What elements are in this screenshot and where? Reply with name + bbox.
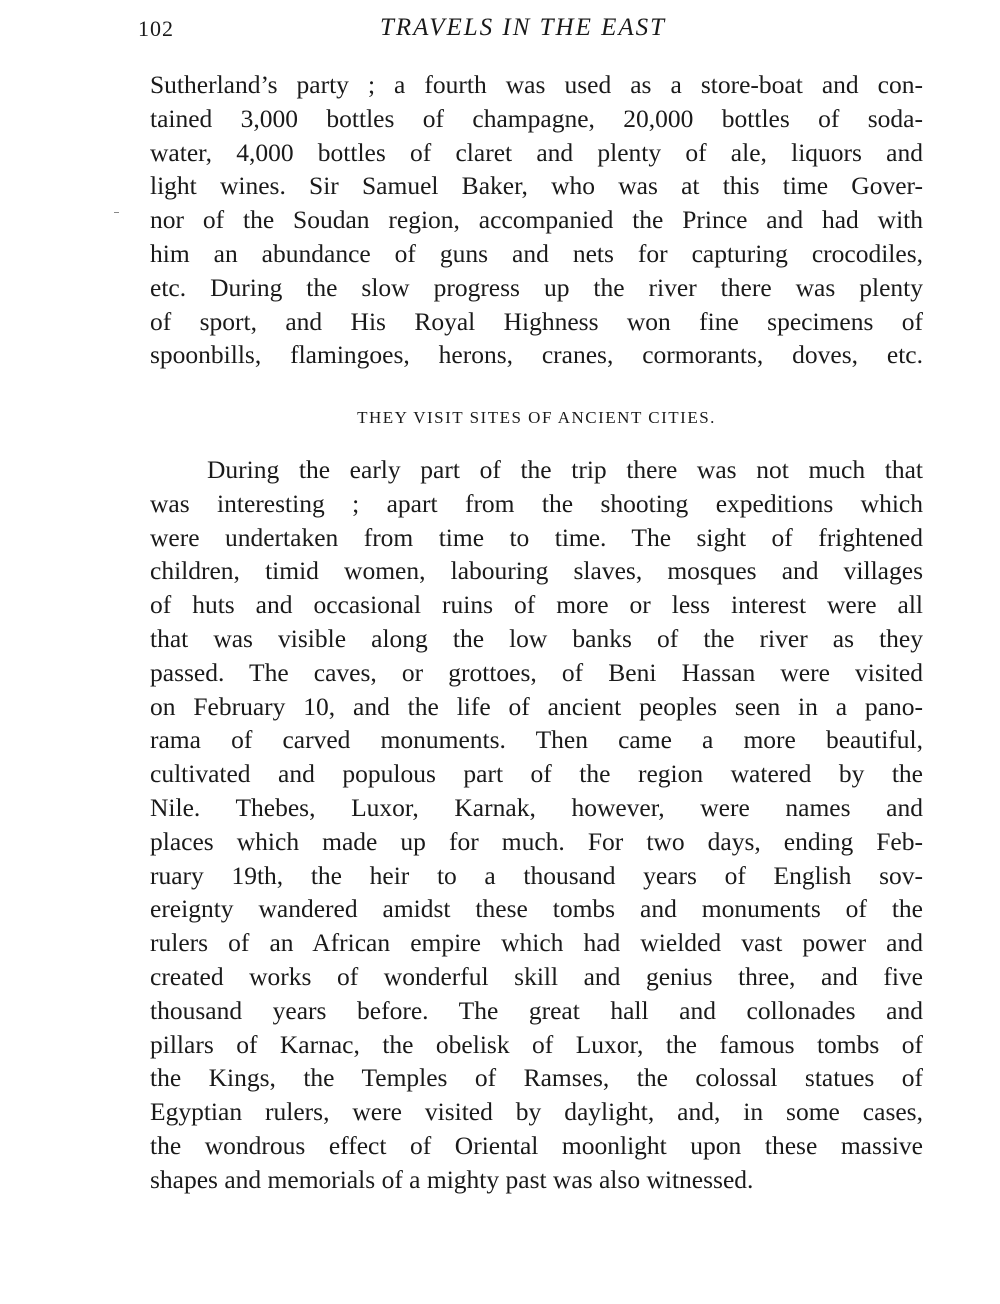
text-line: on February 10, and the life of ancient peoples seen in a pano- (150, 691, 923, 721)
text-line: passed. The caves, or grottoes, of Beni Hassan were visited (150, 657, 923, 687)
text-line: the wondrous effect of Oriental moonlight upon these massive (150, 1130, 923, 1160)
text-line: water, 4,000 bottles of claret and plenty of ale, liquors and (150, 137, 923, 167)
text-line: Nile. Thebes, Luxor, Karnak, however, were names and (150, 792, 923, 822)
text-line: the Kings, the Temples of Ramses, the colossal statues of (150, 1063, 923, 1093)
text-line: shapes and memorials of a mighty past was also witnessed. (150, 1164, 754, 1194)
text-line: was interesting ; apart from the shooting expeditions which (150, 488, 923, 518)
text-line: etc. During the slow progress up the river there was plenty (150, 272, 923, 302)
text-line: Sutherland’s party ; a fourth was used as a store-boat and con- (150, 70, 923, 99)
margin-mark (114, 212, 119, 213)
text-line: him an abundance of guns and nets for capturing crocodiles, (150, 238, 923, 268)
page-number: 102 (138, 16, 174, 41)
text-line: light wines. Sir Samuel Baker, who was at this time Gover- (150, 171, 923, 201)
section-heading: THEY VISIT SITES OF ANCIENT CITIES. (357, 408, 716, 427)
text-line: tained 3,000 bottles of champagne, 20,000 bottles of soda- (150, 103, 923, 133)
paragraph-1 (150, 68, 923, 372)
text-line: pillars of Karnac, the obelisk of Luxor, the famous tombs of (150, 1029, 923, 1059)
text-line: Egyptian rulers, were visited by daylight, and, in some cases, (150, 1097, 923, 1127)
text-line: rama of carved monuments. Then came a more beautiful, (150, 725, 923, 755)
text-line: ruary 19th, the heir to a thousand years of English sov- (150, 860, 923, 890)
text-line: thousand years before. The great hall and collonades and (150, 995, 923, 1025)
text-line: nor of the Soudan region, accompanied the Prince and had with (150, 205, 923, 235)
text-line: that was visible along the low banks of the river as they (150, 623, 923, 653)
running-title: TRAVELS IN THE EAST (380, 14, 667, 41)
text-line: ereignty wandered amidst these tombs and monuments of the (150, 894, 923, 924)
paragraph-2 (150, 453, 923, 1197)
text-line: During the early part of the trip there was not much that (207, 455, 923, 484)
text-line: children, timid women, labouring slaves, mosques and villages (150, 556, 923, 586)
text-line: were undertaken from time to time. The sight of frightened (150, 522, 923, 552)
text-line: of huts and occasional ruins of more or less interest were all (150, 590, 923, 620)
text-line: of sport, and His Royal Highness won fine specimens of (150, 306, 923, 336)
text-line: cultivated and populous part of the region watered by the (150, 759, 923, 789)
text-line: rulers of an African empire which had wielded vast power and (150, 928, 923, 958)
text-line: created works of wonderful skill and genius three, and five (150, 961, 923, 991)
text-line: spoonbills, flamingoes, herons, cranes, cormorants, doves, etc. (150, 340, 923, 370)
text-line: places which made up for much. For two days, ending Feb- (150, 826, 923, 856)
